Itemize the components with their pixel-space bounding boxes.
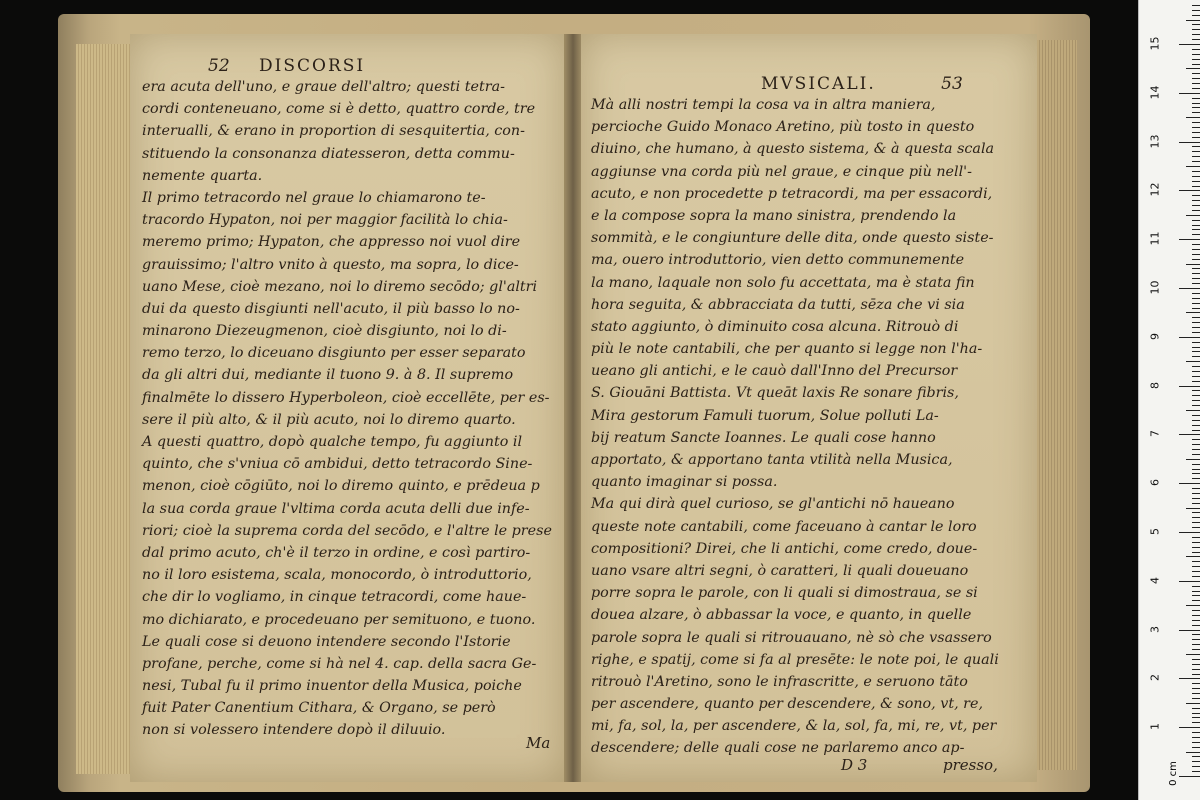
right-page-text-line: queste note cantabili, come faceuano à cantar le loro: [591, 518, 977, 535]
ruler-tick: [1192, 542, 1200, 543]
ruler-tick: [1192, 298, 1200, 299]
right-page-text-line: diuino, che humano, à questo sistema, & à questa scala: [591, 141, 995, 158]
ruler-tick: [1179, 434, 1200, 435]
ruler-tick: [1179, 727, 1200, 728]
ruler-tick: [1192, 537, 1200, 538]
ruler-tick: [1192, 225, 1200, 226]
ruler-tick: [1192, 24, 1200, 25]
ruler-tick: [1179, 44, 1200, 45]
ruler-tick: [1179, 386, 1200, 387]
left-page-text-line: sere il più alto, & il più acuto, noi lo diremo quarto.: [142, 411, 516, 428]
ruler-tick: [1186, 605, 1200, 606]
ruler-tick: [1192, 405, 1200, 406]
right-page-text-line: percioche Guido Monaco Aretino, più tosto in questo: [591, 119, 975, 136]
right-page-text-line: hora seguita, & abbracciata da tutti, sēza che vi sia: [591, 296, 965, 313]
ruler-tick: [1192, 303, 1200, 304]
left-page-text-line: tracordo Hypaton, noi per maggior facilità lo chia-: [142, 212, 508, 229]
right-page-text-line: più le note cantabili, che per quanto si legge non l'ha-: [591, 341, 983, 358]
right-page-text-line: apportato, & apportano tanta vtilità nella Musica,: [591, 452, 953, 468]
ruler-tick: [1192, 400, 1200, 401]
ruler-tick: [1192, 98, 1200, 99]
left-running-head: DISCORSI: [259, 56, 366, 76]
right-page-text-line: stato aggiunto, ò diminuito cosa alcuna. Ritrouò di: [591, 318, 959, 335]
ruler-tick: [1179, 581, 1200, 582]
ruler-tick: [1179, 678, 1200, 679]
ruler-tick: [1192, 761, 1200, 762]
left-page-number: 52: [208, 56, 230, 76]
page-edges-right: [1037, 40, 1077, 770]
ruler-tick: [1179, 776, 1200, 777]
ruler-tick: [1186, 215, 1200, 216]
ruler-tick: [1192, 576, 1200, 577]
ruler-tick: [1192, 566, 1200, 567]
right-page-text-line: acuto, e non procedette p tetracordi, ma per essacordi,: [591, 185, 993, 202]
ruler-tick: [1192, 146, 1200, 147]
left-page-text-line: nesi, Tubal fu il primo inuentor della Musica, poiche: [142, 678, 522, 695]
ruler-tick: [1192, 259, 1200, 260]
ruler-tick: [1192, 444, 1200, 445]
right-page-text-line: Mira gestorum Famuli tuorum, Solue polluti La-: [591, 407, 939, 424]
ruler-tick: [1192, 308, 1200, 309]
ruler-tick: [1192, 503, 1200, 504]
ruler-tick: [1192, 234, 1200, 235]
ruler-tick: [1192, 683, 1200, 684]
ruler-tick: [1192, 73, 1200, 74]
ruler-tick: [1192, 430, 1200, 431]
ruler-number: 3: [1148, 625, 1162, 633]
ruler-number: 7: [1148, 430, 1162, 438]
ruler-tick: [1192, 195, 1200, 196]
ruler-tick: [1192, 29, 1200, 30]
ruler-tick: [1192, 771, 1200, 772]
ruler-tick: [1192, 708, 1200, 709]
left-page-text-line: no il loro esistema, scala, monocordo, ò introduttorio,: [142, 567, 532, 584]
ruler-tick: [1192, 132, 1200, 133]
right-page: [581, 34, 1037, 782]
left-page-text-line: stituendo la consonanza diatesseron, detta commu-: [142, 145, 515, 162]
ruler-tick: [1179, 337, 1200, 338]
ruler-tick: [1192, 600, 1200, 601]
ruler-tick: [1192, 498, 1200, 499]
ruler-tick: [1192, 327, 1200, 328]
ruler-tick: [1192, 756, 1200, 757]
ruler-tick: [1192, 34, 1200, 35]
ruler-tick: [1186, 68, 1200, 69]
ruler-tick: [1192, 156, 1200, 157]
ruler-number: 13: [1148, 134, 1162, 149]
ruler-tick: [1192, 571, 1200, 572]
ruler-unit-label: 0 cm: [1167, 761, 1179, 786]
right-page-text-line: Mà alli nostri tempi la cosa va in altra maniera,: [591, 97, 936, 113]
left-page-text-line: uano Mese, cioè mezano, noi lo diremo secōdo; gl'altri: [142, 278, 538, 295]
ruler-tick: [1179, 483, 1200, 484]
ruler-tick: [1192, 347, 1200, 348]
left-page-text-line: A questi quattro, dopò qualche tempo, fu aggiunto il: [142, 434, 523, 450]
ruler-tick: [1186, 752, 1200, 753]
ruler-number: 1: [1148, 723, 1162, 731]
right-page-text-line: la mano, laquale non solo fu accettata, ma è stata fin: [591, 274, 975, 291]
right-page-text-line: ma, ouero introduttorio, vien detto communemente: [591, 252, 965, 269]
ruler-tick: [1192, 244, 1200, 245]
ruler-tick: [1186, 264, 1200, 265]
ruler-tick: [1192, 112, 1200, 113]
ruler-tick: [1192, 103, 1200, 104]
ruler-tick: [1192, 395, 1200, 396]
ruler-tick: [1179, 190, 1200, 191]
ruler-tick: [1192, 186, 1200, 187]
right-running-head: MVSICALI.: [761, 74, 876, 94]
ruler-tick: [1192, 205, 1200, 206]
ruler-tick: [1192, 181, 1200, 182]
ruler-tick: [1192, 527, 1200, 528]
right-page-text-line: sommità, e le congiunture delle dita, onde questo siste-: [591, 230, 994, 247]
ruler-tick: [1192, 10, 1200, 11]
ruler-tick: [1186, 654, 1200, 655]
left-catchword: Ma: [526, 734, 551, 752]
ruler-tick: [1192, 332, 1200, 333]
ruler-tick: [1192, 634, 1200, 635]
ruler-tick: [1192, 351, 1200, 352]
ruler-tick: [1186, 20, 1200, 21]
ruler-tick: [1192, 283, 1200, 284]
left-page-text-line: minarono Diezeugmenon, cioè disgiunto, noi lo di-: [142, 323, 507, 340]
ruler-tick: [1192, 176, 1200, 177]
ruler-number: 9: [1148, 332, 1162, 340]
ruler-number: 2: [1148, 674, 1162, 682]
right-page-body: [591, 94, 999, 760]
ruler-tick: [1192, 713, 1200, 714]
left-page-text-line: nemente quarta.: [142, 167, 263, 184]
ruler-tick: [1192, 415, 1200, 416]
ruler-tick: [1192, 522, 1200, 523]
ruler-tick: [1192, 493, 1200, 494]
ruler-tick: [1192, 620, 1200, 621]
ruler-tick: [1192, 122, 1200, 123]
book-gutter: [565, 34, 581, 782]
right-page-text-line: bij reatum Sancte Ioannes. Le quali cose hanno: [591, 429, 936, 446]
ruler-tick: [1192, 107, 1200, 108]
right-page-text-line: ueano gli antichi, e le cauò dall'Inno del Precursor: [591, 363, 958, 380]
right-page-text-line: douea alzare, ò abbassar la voce, e quanto, in quelle: [591, 607, 972, 624]
right-page-text-line: porre sopra le parole, con li quali si dimostraua, se si: [591, 585, 978, 602]
ruler-tick: [1179, 142, 1200, 143]
left-page-text-line: mo dichiarato, e procedeuano per semituono, e tuono.: [142, 611, 536, 628]
ruler-tick: [1192, 293, 1200, 294]
ruler-tick: [1192, 249, 1200, 250]
ruler-tick: [1192, 698, 1200, 699]
ruler-tick: [1192, 742, 1200, 743]
left-page-text-line: non si volessero intendere dopò il diluuio.: [142, 722, 446, 739]
ruler-tick: [1192, 649, 1200, 650]
page-edges-left: [76, 44, 130, 774]
ruler-tick: [1192, 54, 1200, 55]
ruler-tick: [1192, 273, 1200, 274]
ruler-tick: [1192, 83, 1200, 84]
left-page-text-line: Le quali cose si deuono intendere secondo l'Istorie: [142, 633, 511, 650]
ruler-number: 8: [1148, 381, 1162, 389]
ruler-number: 11: [1148, 231, 1162, 246]
left-page-header: [208, 56, 365, 76]
ruler-tick: [1192, 366, 1200, 367]
left-page-text-line: dal primo acuto, ch'è il terzo in ordine, e così partiro-: [142, 544, 531, 561]
ruler-tick: [1192, 356, 1200, 357]
ruler-tick: [1192, 278, 1200, 279]
left-page-text-line: dui da questo disgiunti nell'acuto, il più basso lo no-: [142, 300, 520, 317]
ruler-tick: [1192, 591, 1200, 592]
ruler-tick: [1192, 254, 1200, 255]
right-page-text-line: mi, fa, sol, la, per ascendere, & la, sol, fa, mi, re, vt, per: [591, 718, 997, 735]
right-page-text-line: compositioni? Direi, che li antichi, come credo, doue-: [591, 540, 978, 557]
ruler-tick: [1179, 630, 1200, 631]
ruler-number: 12: [1148, 182, 1162, 197]
right-page-text-line: quanto imaginar si possa.: [591, 474, 778, 491]
ruler-tick: [1186, 459, 1200, 460]
left-page-text-line: da gli altri dui, mediante il tuono 9. à 8. Il supremo: [142, 367, 514, 384]
right-page-text-line: e la compose sopra la mano sinistra, prendendo la: [591, 207, 957, 224]
ruler-tick: [1192, 478, 1200, 479]
ruler-tick: [1186, 312, 1200, 313]
ruler-tick: [1192, 639, 1200, 640]
ruler-tick: [1179, 288, 1200, 289]
ruler-tick: [1192, 210, 1200, 211]
ruler-tick: [1192, 439, 1200, 440]
ruler-tick: [1192, 595, 1200, 596]
ruler-tick: [1192, 454, 1200, 455]
ruler-tick: [1192, 449, 1200, 450]
open-book: [58, 14, 1090, 792]
right-page-text-line: Ma qui dirà quel curioso, se gl'antichi nō haueano: [591, 496, 955, 513]
right-page-header: [761, 74, 985, 94]
left-page-text-line: meremo primo; Hypaton, che appresso noi vuol dire: [142, 234, 521, 251]
left-page-text-line: cordi conteneuano, come si è detto, quattro corde, tre: [142, 101, 536, 118]
left-page-text-line: fuit Pater Canentium Cithara, & Organo, se però: [142, 700, 496, 717]
ruler-tick: [1186, 508, 1200, 509]
ruler-tick: [1192, 473, 1200, 474]
ruler-tick: [1192, 229, 1200, 230]
ruler-tick: [1192, 644, 1200, 645]
ruler-tick: [1192, 659, 1200, 660]
ruler-tick: [1192, 15, 1200, 16]
ruler-tick: [1192, 49, 1200, 50]
ruler-tick: [1192, 512, 1200, 513]
ruler-tick: [1192, 390, 1200, 391]
left-page-text-line: che dir lo vogliamo, in cinque tetracordi, come haue-: [142, 589, 527, 606]
ruler-number: 15: [1148, 36, 1162, 51]
ruler-tick: [1179, 239, 1200, 240]
ruler-tick: [1186, 361, 1200, 362]
ruler-tick: [1192, 425, 1200, 426]
ruler-tick: [1192, 39, 1200, 40]
ruler-number: 10: [1148, 280, 1162, 295]
right-page-text-line: aggiunse vna corda più nel graue, e cinque più nell'-: [591, 163, 972, 180]
ruler-tick: [1192, 268, 1200, 269]
right-page-text-line: parole sopra le quali si ritrouauano, nè sò che vsassero: [591, 629, 992, 646]
ruler-tick: [1186, 703, 1200, 704]
right-page-number: 53: [941, 74, 963, 94]
ruler-tick: [1186, 410, 1200, 411]
left-page-text-line: interualli, & erano in proportion di sesquitertia, con-: [142, 123, 525, 140]
ruler-tick: [1192, 127, 1200, 128]
signature-mark: D 3: [841, 756, 868, 774]
ruler-tick: [1192, 517, 1200, 518]
ruler-tick: [1192, 610, 1200, 611]
ruler-tick: [1192, 552, 1200, 553]
right-page-text-line: per ascendere, quanto per descendere, & sono, vt, re,: [591, 696, 983, 713]
ruler-tick: [1192, 747, 1200, 748]
ruler-tick: [1192, 674, 1200, 675]
ruler-tick: [1192, 688, 1200, 689]
ruler-tick: [1192, 64, 1200, 65]
right-page-text-line: uano vsare altri segni, ò caratteri, li quali doueuano: [591, 562, 969, 579]
ruler-tick: [1192, 200, 1200, 201]
ruler-tick: [1192, 88, 1200, 89]
ruler-tick: [1186, 166, 1200, 167]
left-page-text-line: remo terzo, lo diceuano disgiunto per esser separato: [142, 345, 526, 362]
ruler-tick: [1192, 561, 1200, 562]
ruler-tick: [1192, 342, 1200, 343]
ruler-tick: [1179, 532, 1200, 533]
ruler-number: 6: [1148, 479, 1162, 487]
right-page-text-line: S. Giouāni Battista. Vt queāt laxis Re sonare fibris,: [591, 385, 959, 402]
ruler-tick: [1192, 171, 1200, 172]
ruler-tick: [1192, 376, 1200, 377]
measurement-ruler: [1138, 0, 1200, 800]
ruler-tick: [1192, 59, 1200, 60]
left-page-text-line: profane, perche, come si hà nel 4. cap. della sacra Ge-: [142, 655, 537, 672]
left-page-text-line: finalmēte lo dissero Hyperboleon, cioè eccellēte, per es-: [142, 389, 550, 406]
left-page: [130, 34, 565, 782]
right-page-text-line: righe, e spatij, come si fa al presēte: le note poi, le quali: [591, 651, 999, 668]
left-page-body: [142, 76, 552, 742]
ruler-tick: [1192, 161, 1200, 162]
left-page-text-line: la sua corda graue l'vltima corda acuta delli due infe-: [142, 500, 530, 517]
ruler-tick: [1192, 625, 1200, 626]
left-page-text-line: riori; cioè la suprema corda del secōdo, e l'altre le prese: [142, 522, 552, 539]
ruler-tick: [1192, 615, 1200, 616]
ruler-tick: [1192, 717, 1200, 718]
ruler-tick: [1186, 117, 1200, 118]
ruler-tick: [1192, 664, 1200, 665]
left-page-text-line: Il primo tetracordo nel graue lo chiamarono te-: [142, 189, 486, 206]
right-page-text-line: ritrouò l'Aretino, sono le infrascritte, e seruono tāto: [591, 673, 968, 690]
ruler-tick: [1192, 469, 1200, 470]
ruler-tick: [1192, 464, 1200, 465]
ruler-tick: [1192, 547, 1200, 548]
left-page-text-line: menon, cioè cōgiūto, noi lo diremo quinto, e prēdeua p: [142, 478, 540, 495]
ruler-tick: [1192, 669, 1200, 670]
ruler-tick: [1179, 93, 1200, 94]
ruler-tick: [1192, 5, 1200, 6]
ruler-tick: [1192, 322, 1200, 323]
ruler-tick: [1192, 732, 1200, 733]
ruler-tick: [1192, 488, 1200, 489]
ruler-number: 5: [1148, 528, 1162, 535]
ruler-tick: [1192, 137, 1200, 138]
ruler-tick: [1186, 556, 1200, 557]
left-page-text-line: quinto, che s'vniua cō ambidui, detto tetracordo Sine-: [142, 456, 533, 473]
ruler-tick: [1192, 693, 1200, 694]
left-page-text-line: grauissimo; l'altro vnito à questo, ma sopra, lo dice-: [142, 256, 519, 273]
left-page-text-line: era acuta dell'uno, e graue dell'altro; questi tetra-: [142, 79, 505, 95]
ruler-tick: [1192, 220, 1200, 221]
ruler-tick: [1192, 78, 1200, 79]
ruler-number: 4: [1148, 576, 1162, 584]
ruler-tick: [1192, 722, 1200, 723]
right-catchword: presso,: [943, 756, 998, 774]
ruler-tick: [1192, 766, 1200, 767]
ruler-tick: [1192, 151, 1200, 152]
ruler-tick: [1192, 420, 1200, 421]
ruler-tick: [1192, 586, 1200, 587]
ruler-tick: [1192, 317, 1200, 318]
ruler-tick: [1192, 737, 1200, 738]
ruler-tick: [1192, 371, 1200, 372]
right-page-text-line: descendere; delle quali cose ne parlaremo anco ap-: [591, 740, 965, 757]
ruler-number: 14: [1148, 85, 1162, 100]
ruler-tick: [1192, 381, 1200, 382]
